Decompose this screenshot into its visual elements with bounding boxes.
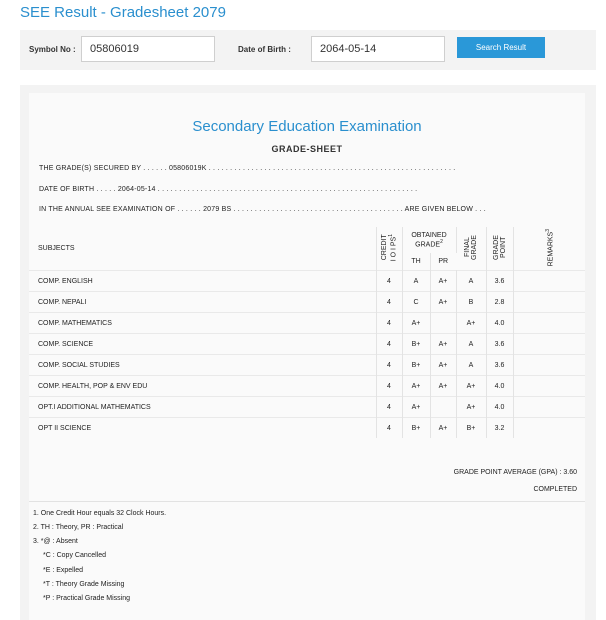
note-item: 2. TH : Theory, PR : Practical: [33, 524, 124, 531]
table-row: [29, 397, 585, 418]
pr-cell: [430, 313, 456, 334]
subject-cell: OPT II SCIENCE: [29, 418, 376, 439]
gradesheet-heading: GRADE-SHEET: [271, 144, 343, 154]
note-item: *T : Theory Grade Missing: [43, 581, 125, 588]
gp-cell: 3.6: [486, 271, 513, 292]
pr-cell: A+: [430, 292, 456, 313]
final-cell: A: [456, 334, 486, 355]
gp-cell: 2.8: [486, 292, 513, 313]
final-cell: A+: [456, 397, 486, 418]
pr-cell: A+: [430, 334, 456, 355]
date-of-birth-input[interactable]: 2064-05-14: [311, 36, 445, 62]
search-result-button[interactable]: Search Result: [457, 37, 545, 58]
remarks-cell: [513, 355, 585, 376]
final-cell: A+: [456, 313, 486, 334]
th-cell: A: [402, 271, 430, 292]
note-item: *C : Copy Cancelled: [43, 552, 107, 559]
remarks-header: REMARKS$^3$: [544, 228, 554, 267]
gradesheet-container: [20, 85, 596, 620]
credit-cell: 4: [376, 271, 402, 292]
gp-cell: 3.2: [486, 418, 513, 439]
gradesheet: [29, 93, 585, 620]
secured-by-line: THE GRADE(S) SECURED BY . . . . . . 05806019K . . . . . . . . . . . . . . . . . . . . . . . . . . . . . . . . . . . . . . . . . . . . . . . . . . . . . . . . . .: [39, 165, 456, 172]
credit-header: CREDIT I O I $PS^1$: [376, 227, 402, 271]
th-cell: B+: [402, 334, 430, 355]
remarks-cell: [513, 376, 585, 397]
final-cell: B: [456, 292, 486, 313]
subject-cell: OPT.I ADDITIONAL MATHEMATICS: [29, 397, 376, 418]
final-cell: A+: [456, 376, 486, 397]
th-cell: A+: [402, 313, 430, 334]
table-row: [29, 355, 585, 376]
note-item: 1. One Credit Hour equals 32 Clock Hours.: [33, 510, 167, 517]
pr-cell: A+: [430, 376, 456, 397]
th-cell: A+: [402, 397, 430, 418]
subject-cell: COMP. HEALTH, POP & ENV EDU: [29, 376, 376, 397]
table-row: [29, 376, 585, 397]
remarks-cell: [513, 418, 585, 439]
note-item: 3. *@ : Absent: [33, 538, 78, 545]
subject-cell: COMP. ENGLISH: [29, 271, 376, 292]
table-row: [29, 418, 585, 439]
gp-cell: 4.0: [486, 313, 513, 334]
gp-cell: 4.0: [486, 376, 513, 397]
final-cell: A: [456, 271, 486, 292]
credit-cell: 4: [376, 397, 402, 418]
exam-line: IN THE ANNUAL SEE EXAMINATION OF . . . . . . 2079 BS . . . . . . . . . . . . . . . . . . . . . . . . . . . . . . . . . . . . . . . . ARE GIVEN BELOW . . .: [39, 206, 486, 213]
pr-cell: A+: [430, 271, 456, 292]
obtained-grade-header: OBTAINED GRADE$^2$: [402, 227, 456, 253]
table-row: [29, 271, 585, 292]
subjects-header: SUBJECTS: [29, 227, 376, 271]
th-cell: B+: [402, 355, 430, 376]
credit-cell: 4: [376, 355, 402, 376]
exam-title: Secondary Education Examination: [192, 118, 422, 135]
pr-cell: [430, 397, 456, 418]
final-cell: A: [456, 355, 486, 376]
subject-cell: COMP. MATHEMATICS: [29, 313, 376, 334]
remarks-cell: [513, 397, 585, 418]
remarks-cell: [513, 292, 585, 313]
gpa-text: GRADE POINT AVERAGE (GPA) : 3.60: [453, 469, 577, 476]
note-item: *P : Practical Grade Missing: [43, 595, 131, 602]
remarks-cell: [513, 334, 585, 355]
credit-cell: 4: [376, 376, 402, 397]
final-cell: B+: [456, 418, 486, 439]
status-text: COMPLETED: [533, 486, 577, 493]
th-cell: C: [402, 292, 430, 313]
table-row: [29, 292, 585, 313]
th-cell: A+: [402, 376, 430, 397]
gp-cell: 3.6: [486, 334, 513, 355]
th-cell: B+: [402, 418, 430, 439]
grades-table: [29, 227, 585, 438]
final-grade-header: FINAL GRADE: [456, 227, 486, 271]
subject-cell: COMP. SOCIAL STUDIES: [29, 355, 376, 376]
subject-cell: COMP. NEPALI: [29, 292, 376, 313]
credit-cell: 4: [376, 292, 402, 313]
th-header: TH: [402, 253, 430, 271]
dob-label: Date of Birth :: [238, 45, 291, 54]
pr-header: PR: [438, 258, 449, 265]
credit-cell: 4: [376, 418, 402, 439]
remarks-cell: [513, 313, 585, 334]
symbol-number-input[interactable]: 05806019: [81, 36, 215, 62]
divider: [29, 501, 585, 502]
remarks-cell: [513, 271, 585, 292]
pr-cell: A+: [430, 355, 456, 376]
dob-line: DATE OF BIRTH . . . . . 2064-05-14 . . . . . . . . . . . . . . . . . . . . . . . . . . . . . . . . . . . . . . . . . . . . . . . . . . . . . . . . . . . . .: [39, 186, 418, 193]
table-row: [29, 334, 585, 355]
gp-cell: 4.0: [486, 397, 513, 418]
note-item: *E : Expelled: [43, 567, 84, 574]
credit-cell: 4: [376, 334, 402, 355]
search-form: [20, 30, 596, 70]
subject-cell: COMP. SCIENCE: [29, 334, 376, 355]
symbol-label: Symbol No :: [29, 45, 76, 54]
grade-point-header: GRADE POINT: [486, 227, 513, 271]
gp-cell: 3.6: [486, 355, 513, 376]
table-row: [29, 313, 585, 334]
pr-cell: A+: [430, 418, 456, 439]
credit-cell: 4: [376, 313, 402, 334]
page-title: SEE Result - Gradesheet 2079: [20, 4, 226, 21]
